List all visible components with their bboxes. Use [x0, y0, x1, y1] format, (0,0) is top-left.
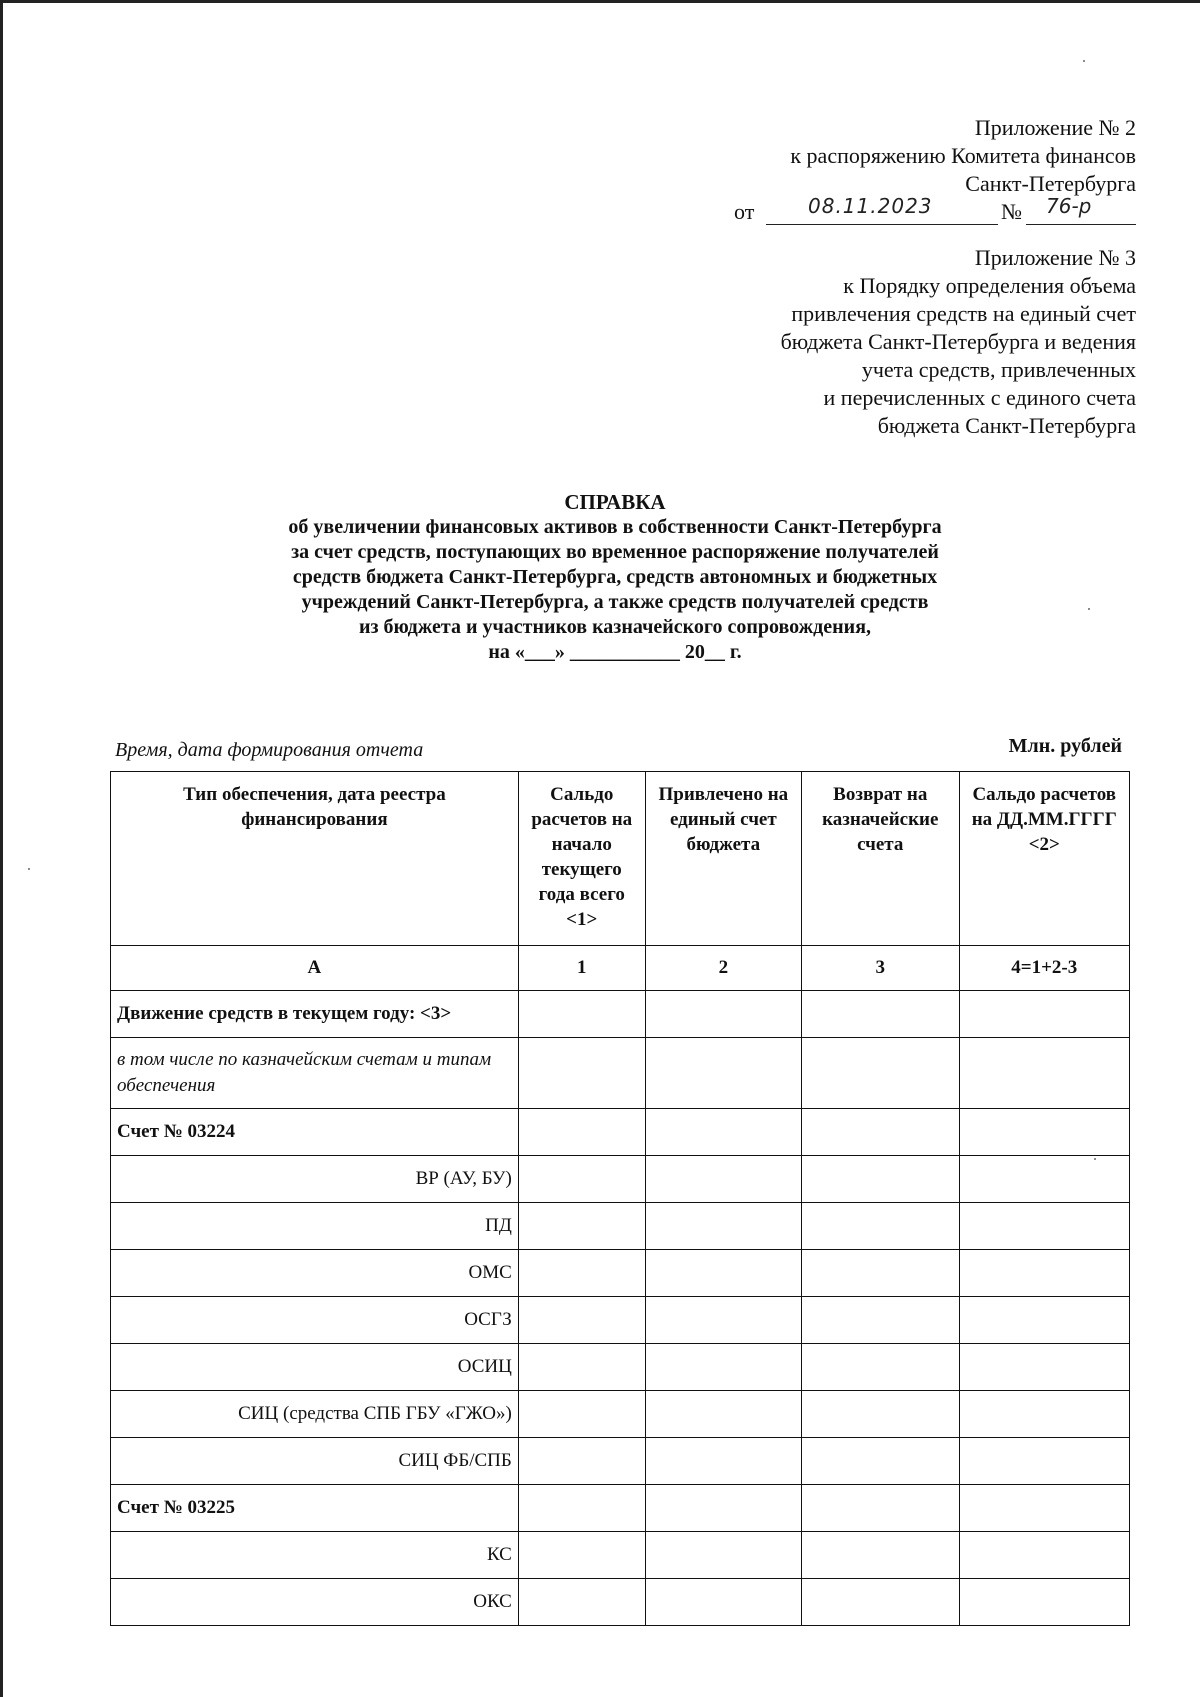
table-cell [518, 1391, 645, 1438]
table-cell [518, 991, 645, 1038]
title-line: об увеличении финансовых активов в собственности Санкт-Петербурга [288, 516, 942, 538]
table-cell [801, 991, 959, 1038]
column-number: 3 [801, 946, 959, 991]
handwritten-date: 08.11.2023 [808, 194, 933, 218]
header-attracted: Привлечено на единый счет бюджета [645, 772, 801, 946]
table-cell [959, 991, 1129, 1038]
table-cell [959, 1344, 1129, 1391]
table-cell [959, 1532, 1129, 1579]
table-cell [518, 1156, 645, 1203]
table-row [111, 991, 1130, 1038]
column-number: 1 [518, 946, 645, 991]
scan-edge-top [0, 0, 1200, 3]
table-cell [645, 1391, 801, 1438]
table-cell [518, 1203, 645, 1250]
header-returned: Возврат на казначейские счета [801, 772, 959, 946]
scan-edge-left [0, 0, 3, 1697]
row-label: КС [111, 1532, 519, 1579]
table-row [111, 1250, 1130, 1297]
table-cell [645, 1297, 801, 1344]
table-cell [801, 1532, 959, 1579]
table-cell [801, 1038, 959, 1109]
table-cell [801, 1438, 959, 1485]
title-line: средств бюджета Санкт-Петербурга, средств автономных и бюджетных [292, 566, 938, 588]
header-block [616, 114, 1136, 440]
order-line: к распоряжению Комитета финансов [790, 143, 1136, 168]
row-label: Счет № 03224 [111, 1109, 519, 1156]
table-header-row [111, 772, 1130, 946]
table-cell [801, 1109, 959, 1156]
title-main: СПРАВКА [564, 490, 666, 514]
table-row [111, 1344, 1130, 1391]
signature-line [616, 194, 1136, 230]
row-label: Счет № 03225 [111, 1485, 519, 1532]
row-label: ОМС [111, 1250, 519, 1297]
table-cell [518, 1344, 645, 1391]
header-type: Тип обеспечения, дата реестра финансирования [111, 772, 519, 946]
appendix-line: бюджета Санкт-Петербурга и ведения [780, 329, 1136, 354]
table-row [111, 1391, 1130, 1438]
row-label: ОКС [111, 1579, 519, 1626]
appendix-line: бюджета Санкт-Петербурга [877, 413, 1136, 438]
table-cell [959, 1579, 1129, 1626]
appendix-line: Приложение № 3 [974, 245, 1136, 270]
column-number: 4=1+2-3 [959, 946, 1129, 991]
date-underline [766, 224, 998, 225]
number-label: № [1001, 199, 1022, 224]
table-cell [801, 1391, 959, 1438]
table-cell [959, 1203, 1129, 1250]
table-row [111, 1156, 1130, 1203]
table-row [111, 1532, 1130, 1579]
table-cell [959, 1391, 1129, 1438]
row-label: ОСГЗ [111, 1297, 519, 1344]
table-cell [801, 1203, 959, 1250]
row-label: СИЦ (средства СПБ ГБУ «ГЖО») [111, 1391, 519, 1438]
table-cell [518, 1297, 645, 1344]
table-cell [645, 1344, 801, 1391]
table-cell [959, 1438, 1129, 1485]
city-line: Санкт-Петербурга [965, 171, 1136, 196]
table-row [111, 1109, 1130, 1156]
scan-speck [1083, 60, 1085, 62]
table-cell [959, 1109, 1129, 1156]
title-date-line: на «___» ___________ 20__ г. [488, 641, 742, 663]
table-cell [518, 1532, 645, 1579]
column-number-row [111, 946, 1130, 991]
appendix-line: и перечисленных с единого счета [823, 385, 1136, 410]
number-underline [1026, 224, 1136, 225]
appendix-line: к Порядку определения объема [843, 273, 1136, 298]
appendix-line: учета средств, привлеченных [861, 357, 1136, 382]
row-label: ОСИЦ [111, 1344, 519, 1391]
table-cell [959, 1156, 1129, 1203]
title-line: учреждений Санкт-Петербурга, а также средств получателей средств [301, 591, 929, 613]
table-cell [801, 1297, 959, 1344]
table-cell [645, 1532, 801, 1579]
title-line: за счет средств, поступающих во временное распоряжение получателей [291, 541, 939, 563]
table-cell [645, 1109, 801, 1156]
scan-speck [28, 868, 30, 870]
table-cell [518, 1438, 645, 1485]
table-cell [801, 1344, 959, 1391]
table-cell [801, 1250, 959, 1297]
row-label: Движение средств в текущем году: <3> [111, 991, 519, 1038]
table-cell [645, 991, 801, 1038]
table-cell [518, 1250, 645, 1297]
report-table [110, 771, 1130, 1626]
table-row [111, 1579, 1130, 1626]
table-row [111, 1203, 1130, 1250]
document-title [180, 490, 1050, 665]
units-label: Млн. рублей [1008, 735, 1122, 757]
handwritten-number: 76-р [1046, 194, 1092, 218]
table-row [111, 1038, 1130, 1109]
table-cell [645, 1038, 801, 1109]
table-cell [959, 1297, 1129, 1344]
row-label: ПД [111, 1203, 519, 1250]
table-cell [518, 1579, 645, 1626]
column-number: А [111, 946, 519, 991]
table-row [111, 1485, 1130, 1532]
attachment-line: Приложение № 2 [974, 115, 1136, 140]
table-cell [645, 1156, 801, 1203]
table-cell [959, 1038, 1129, 1109]
header-balance-start: Сальдо расчетов на начало текущего года всего <1> [518, 772, 645, 946]
table-row [111, 1438, 1130, 1485]
table-cell [645, 1203, 801, 1250]
table-cell [801, 1156, 959, 1203]
table-cell [645, 1485, 801, 1532]
appendix-line: привлечения средств на единый счет [791, 301, 1136, 326]
row-label: в том числе по казначейским счетам и типам обеспечения [111, 1038, 519, 1109]
row-label: СИЦ ФБ/СПБ [111, 1438, 519, 1485]
table-cell [801, 1579, 959, 1626]
table-cell [801, 1485, 959, 1532]
table-cell [518, 1109, 645, 1156]
table-cell [645, 1438, 801, 1485]
row-label: ВР (АУ, БУ) [111, 1156, 519, 1203]
table-cell [959, 1250, 1129, 1297]
report-time-label: Время, дата формирования отчета [115, 739, 424, 761]
table-row [111, 1297, 1130, 1344]
table-cell [645, 1250, 801, 1297]
table-cell [518, 1038, 645, 1109]
from-label: от [734, 199, 755, 224]
table-cell [518, 1485, 645, 1532]
scan-speck [1088, 608, 1090, 610]
table-cell [645, 1579, 801, 1626]
title-line: из бюджета и участников казначейского сопровождения, [358, 616, 872, 638]
column-number: 2 [645, 946, 801, 991]
header-balance-date: Сальдо расчетов на ДД.ММ.ГГГГ <2> [959, 772, 1129, 946]
table-cell [959, 1485, 1129, 1532]
